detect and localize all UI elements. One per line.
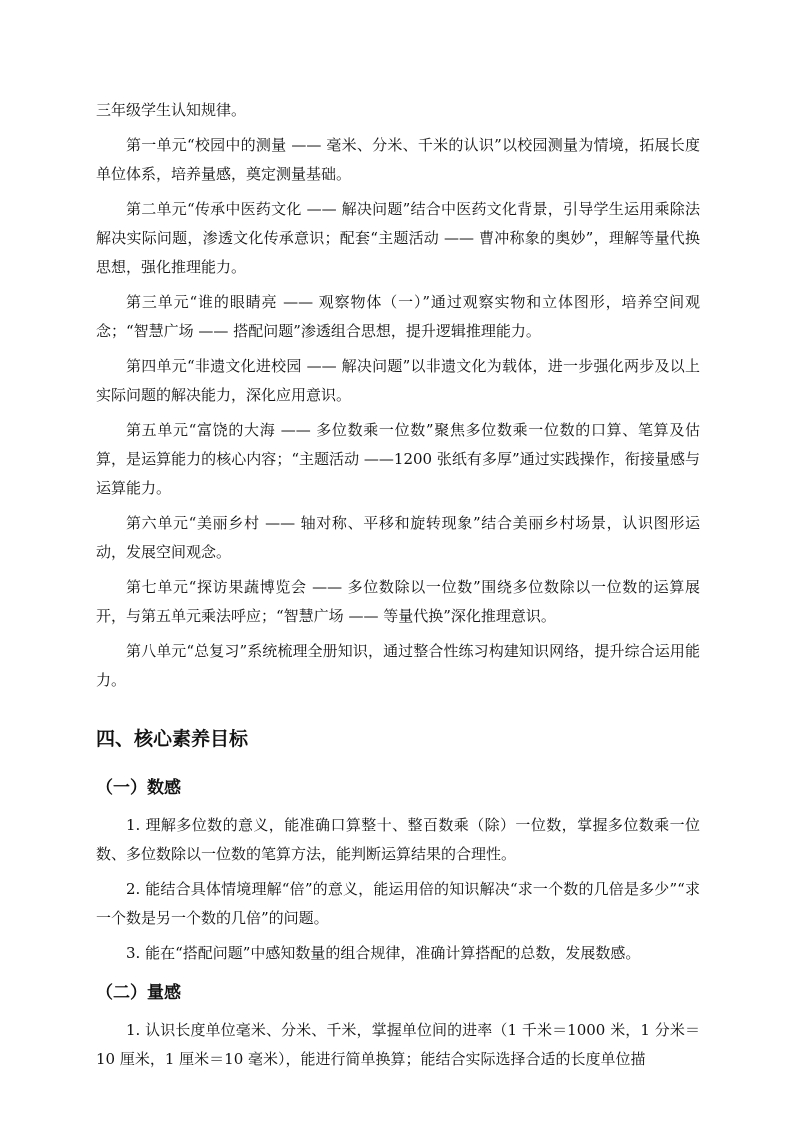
document-page [96,96,700,1080]
goal-item: 2. 能结合具体情境理解“倍”的意义，能运用倍的知识解决“求一个数的几倍是多少”“求一个数是另一个数的几倍”的问题。 [96,880,700,927]
paragraph-unit-7: 第七单元“探访果蔬博览会 —— 多位数除以一位数”围绕多位数除以一位数的运算展开，与第五单元乘法呼应；“智慧广场 —— 等量代换”深化推理意识。 [96,578,700,625]
paragraph-unit-6: 第六单元“美丽乡村 —— 轴对称、平移和旋转现象”结合美丽乡村场景，认识图形运动，发展空间观念。 [96,514,700,561]
paragraph-continuation: 三年级学生认知规律。 [96,101,247,119]
goal-item: 3. 能在“搭配问题”中感知数量的组合规律，准确计算搭配的总数，发展数感。 [126,944,641,962]
goal-item: 1. 认识长度单位毫米、分米、千米，掌握单位间的进率（1 千米＝1000 米，1 分米＝10 厘米，1 厘米＝10 毫米），能进行简单换算；能结合实际选择合适的长度单位描 [96,1021,700,1068]
paragraph-unit-3: 第三单元“谁的眼睛亮 —— 观察物体（一）”通过观察实物和立体图形，培养空间观念；“智慧广场 —— 搭配问题”渗透组合思想，提升逻辑推理能力。 [96,293,700,340]
paragraph-unit-2: 第二单元“传承中医药文化 —— 解决问题”结合中医药文化背景，引导学生运用乘除法解决实际问题，渗透文化传承意识；配套“主题活动 —— 曹冲称象的奥妙”，理解等量代换思想，强化推理能力。 [96,200,700,276]
section-heading: 四、核心素养目标 [96,728,249,750]
paragraph-unit-1: 第一单元“校园中的测量 —— 毫米、分米、千米的认识”以校园测量为情境，拓展长度单位体系，培养量感，奠定测量基础。 [96,136,700,183]
paragraph-unit-5: 第五单元“富饶的大海 —— 多位数乘一位数”聚焦多位数乘一位数的口算、笔算及估算，是运算能力的核心内容；“主题活动 ——1200 张纸有多厚”通过实践操作，衔接量感与运算能力。 [96,421,700,497]
paragraph-unit-8: 第八单元“总复习”系统梳理全册知识，通过整合性练习构建知识网络，提升综合运用能力。 [96,642,700,689]
subsection-heading-number-sense: （一）数感 [96,778,181,798]
goal-item: 1. 理解多位数的意义，能准确口算整十、整百数乘（除）一位数，掌握多位数乘一位数、多位数除以一位数的笔算方法，能判断运算结果的合理性。 [96,816,700,863]
paragraph-unit-4: 第四单元“非遗文化进校园 —— 解决问题”以非遗文化为载体，进一步强化两步及以上实际问题的解决能力，深化应用意识。 [96,357,700,404]
subsection-heading-measure-sense: （二）量感 [96,983,181,1003]
